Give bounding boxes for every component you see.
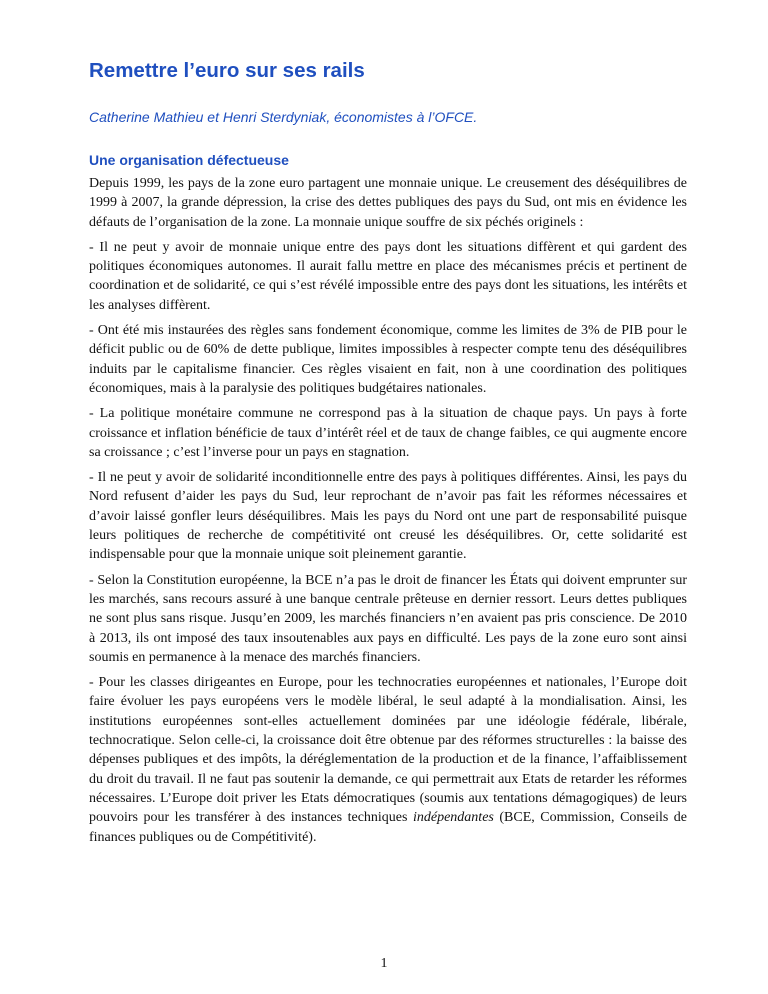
paragraph: - La politique monétaire commune ne correspond pas à la situation de chaque pays. Un pays à forte croissance et inflation bénéficie de taux d’intérêt réel et de taux de change faibles, ce qui augmente encore sa croissance ; c’est l’inverse pour un pays en stagnation.: [89, 406, 687, 460]
paragraph: [89, 673, 687, 847]
paragraph: - Ont été mis instaurées des règles sans fondement économique, comme les limites de 3% de PIB pour le déficit public ou de 60% de dette publique, limites impossibles à respecter compte tenu des déséquilibres induits par le capitalisme financier. Ces règles visaient en fait, non à une coordination des politiques économiques, mais à la paralysie des politiques budgétaires nationales.: [89, 323, 687, 396]
paragraph: Depuis 1999, les pays de la zone euro partagent une monnaie unique. Le creusement des déséquilibres de 1999 à 2007, la grande dépression, la crise des dettes publiques des pays du Sud, ont mis en évidence les défauts de l’organisation de la zone. La monnaie unique souffre de six péchés originels :: [89, 176, 687, 230]
paragraph: - Selon la Constitution européenne, la BCE n’a pas le droit de financer les États qui doivent emprunter sur les marchés, sans recours assuré à une banque centrale prêteuse en dernier ressort. Leurs dettes publiques ne sont plus sans risque. Jusqu’en 2009, les marchés financiers n’en avaient pas pris conscience. De 2010 à 2013, ils ont imposé des taux insoutenables aux pays en difficulté. Les pays de la zone euro sont ainsi soumis en permanence à la menace des marchés financiers.: [89, 572, 687, 665]
italic-emphasis: indépendantes: [412, 810, 494, 826]
document-body: [89, 56, 687, 847]
section-heading: Une organisation défectueuse: [89, 152, 289, 168]
page-number: 1: [380, 956, 388, 971]
section-text: [89, 174, 687, 847]
authors-line: Catherine Mathieu et Henri Sterdyniak, économistes à l’OFCE.: [89, 109, 478, 125]
paragraph: - Il ne peut y avoir de solidarité inconditionnelle entre des pays à politiques différentes. Ainsi, les pays du Nord refusent d’aider les pays du Sud, leur reprochant de n’avoir pas fait les réformes nécessaires et d’avoir laissé gonfler leurs déséquilibres. Mais les pays du Nord ont une part de responsabilité puisque leurs politiques de recherche de compétitivité ont creusé les déséquilibres. Or, cette solidarité est indispensable pour que la monnaie unique soit pleinement garantie.: [89, 470, 687, 563]
paragraph-tail: (BCE, Commission, Conseils de finances publiques ou de Compétitivité).: [89, 810, 688, 845]
paragraph-text: - Pour les classes dirigeantes en Europe, pour les technocraties européennes et nationales, l’Europe doit faire évoluer les pays européens vers le modèle libéral, le seul adapté à la mondialisation. Ainsi, les institutions européennes sont-elles actuellement dominées par une idéologie fédérale, libérale, technocratique. Selon celle-ci, la croissance doit être obtenue par des réformes structurelles : la baisse des dépenses publiques et des impôts, la déréglementation de la production et de la finance, l’affaiblissement du droit du travail. Il ne faut pas soutenir la demande, ce qui permettrait aux Etats de retarder les réformes nécessaires. L’Europe doit priver les Etats démocratiques (soumis aux tentations démagogiques) de leurs pouvoirs pour les transférer à des instances techniques: [89, 675, 687, 826]
paragraph: - Il ne peut y avoir de monnaie unique entre des pays dont les situations diffèrent et qui gardent des politiques économiques autonomes. Il aurait fallu mettre en place des mécanismes précis et pertinent de coordination et de solidarité, ce qui s’est révélé impossible entre des pays dont les situations, les intérêts et les analyses diffèrent.: [89, 239, 687, 313]
document-title: Remettre l’euro sur ses rails: [89, 59, 365, 82]
